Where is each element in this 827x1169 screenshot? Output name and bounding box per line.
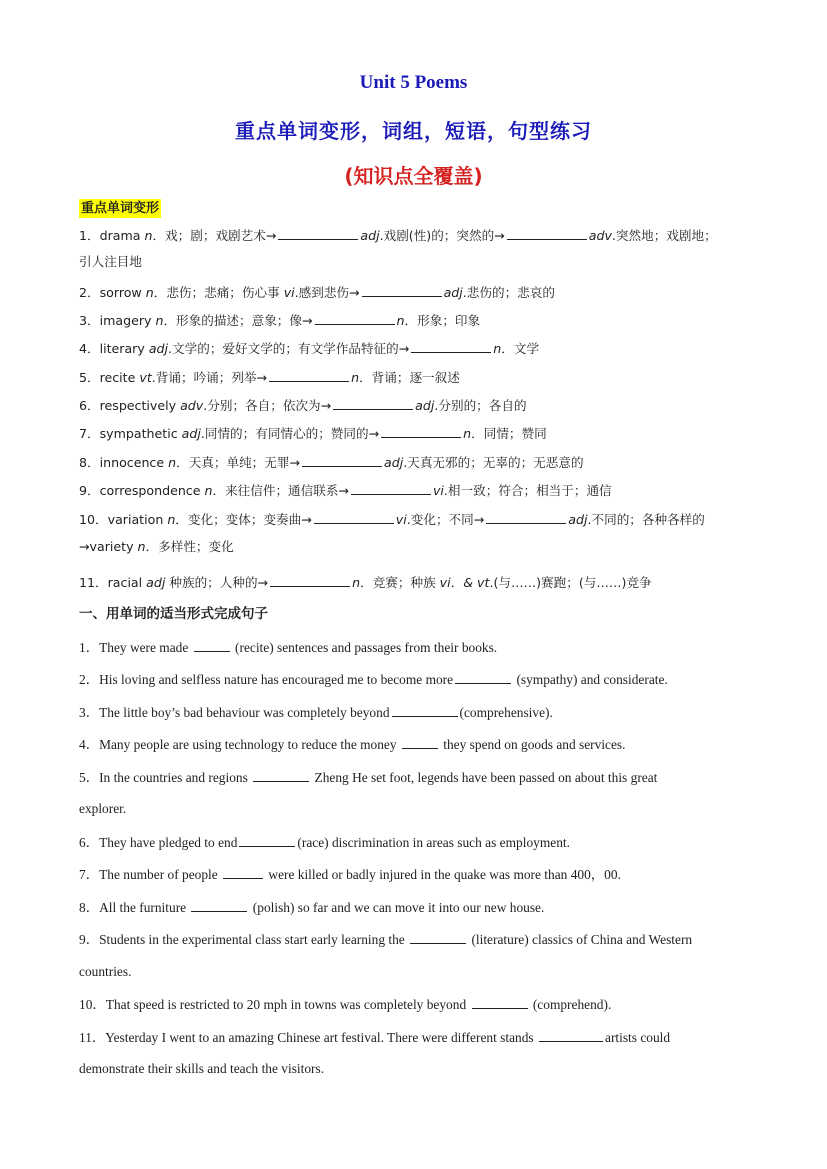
answer-blank[interactable] [410,929,466,944]
answer-blank[interactable] [302,452,382,467]
exercise-item: 11．Yesterday I went to an amazing Chinese art festival. There were different stands artists could [79,1027,749,1048]
vocab-item: 2．sorrow n．悲伤；悲痛；伤心事 vi.感到悲伤→ adj.悲伤的；悲哀的 [79,282,759,303]
page-title: Unit 5 Poems [359,72,468,93]
page-subtitle: 重点单词变形，词组，短语，句型练习 [235,119,592,143]
vocab-item: 10．variation n．变化；变体；变奏曲→ vi.变化；不同→ adj.不同的；各种各样的 [79,509,759,530]
answer-blank[interactable] [402,734,438,749]
vocab-item: 9．correspondence n．来往信件；通信联系→ vi.相一致；符合；相当于；通信 [79,480,759,501]
answer-blank[interactable] [392,702,458,717]
vocab-item: 3．imagery n．形象的描述；意象；像→ n．形象；印象 [79,310,759,331]
answer-blank[interactable] [539,1027,603,1042]
vocab-item: 1．drama n．戏；剧；戏剧艺术→ adj.戏剧(性)的；突然的→ adv.突然地；戏剧地； [79,225,759,246]
exercise-section-heading: 一、用单词的适当形式完成句子 [79,606,268,622]
exercise-item: 1．They were made (recite) sentences and passages from their books. [79,637,749,658]
answer-blank[interactable] [194,637,230,652]
answer-blank[interactable] [333,395,413,410]
answer-blank[interactable] [278,225,358,240]
exercise-item-continuation: explorer. [79,801,127,816]
answer-blank[interactable] [351,480,431,495]
vocab-item: 4．literary adj.文学的；爱好文学的；有文学作品特征的→ n．文学 [79,338,759,359]
answer-blank[interactable] [315,310,395,325]
answer-blank[interactable] [507,225,587,240]
vocab-item: 11．racial adj 种族的；人种的→ n．竞赛；种族 vi．& vt.(与……)赛跑；(与……)竞争 [79,572,759,593]
vocab-item: 6．respectively adv.分别；各自；依次为→ adj.分别的；各自的 [79,395,759,416]
exercise-item: 9．Students in the experimental class start early learning the (literature) classics of China and Western [79,929,749,950]
vocab-item: 5．recite vt.背诵；吟诵；列举→ n．背诵；逐一叙述 [79,367,759,388]
answer-blank[interactable] [191,897,247,912]
answer-blank[interactable] [314,509,394,524]
exercise-item: 8．All the furniture (polish) so far and we can move it into our new house. [79,897,749,918]
answer-blank[interactable] [239,832,295,847]
vocab-item-continuation: →variety n．多样性；变化 [79,539,234,554]
answer-blank[interactable] [455,669,511,684]
answer-blank[interactable] [362,282,442,297]
vocab-section-heading: 重点单词变形 [81,201,160,216]
exercise-item: 3．The little boy’s bad behaviour was completely beyond (comprehensive). [79,702,749,723]
answer-blank[interactable] [253,767,309,782]
vocab-item: 7．sympathetic adj.同情的；有同情心的；赞同的→ n．同情；赞同 [79,423,759,444]
vocab-item-continuation: 引人注目地 [79,254,142,269]
answer-blank[interactable] [411,338,491,353]
answer-blank[interactable] [472,994,528,1009]
exercise-item: 2．His loving and selfless nature has encouraged me to become more (sympathy) and considerate. [79,669,749,690]
answer-blank[interactable] [381,423,461,438]
exercise-item: 10．That speed is restricted to 20 mph in towns was completely beyond (comprehend). [79,994,749,1015]
answer-blank[interactable] [223,864,263,879]
exercise-item-continuation: demonstrate their skills and teach the visitors. [79,1061,325,1076]
answer-blank[interactable] [486,509,566,524]
exercise-item: 7．The number of people were killed or badly injured in the quake was more than 400，00. [79,864,749,885]
exercise-item: 5．In the countries and regions Zheng He set foot, legends have been passed on about this great [79,767,749,788]
exercise-item: 6．They have pledged to end (race) discrimination in areas such as employment. [79,832,749,853]
exercise-item-continuation: countries. [79,964,132,979]
answer-blank[interactable] [270,572,350,587]
vocab-item: 8．innocence n．天真；单纯；无罪→ adj.天真无邪的；无辜的；无恶意的 [79,452,759,473]
coverage-note: (知识点全覆盖) [344,164,483,188]
exercise-item: 4．Many people are using technology to reduce the money they spend on goods and services. [79,734,749,755]
answer-blank[interactable] [269,367,349,382]
